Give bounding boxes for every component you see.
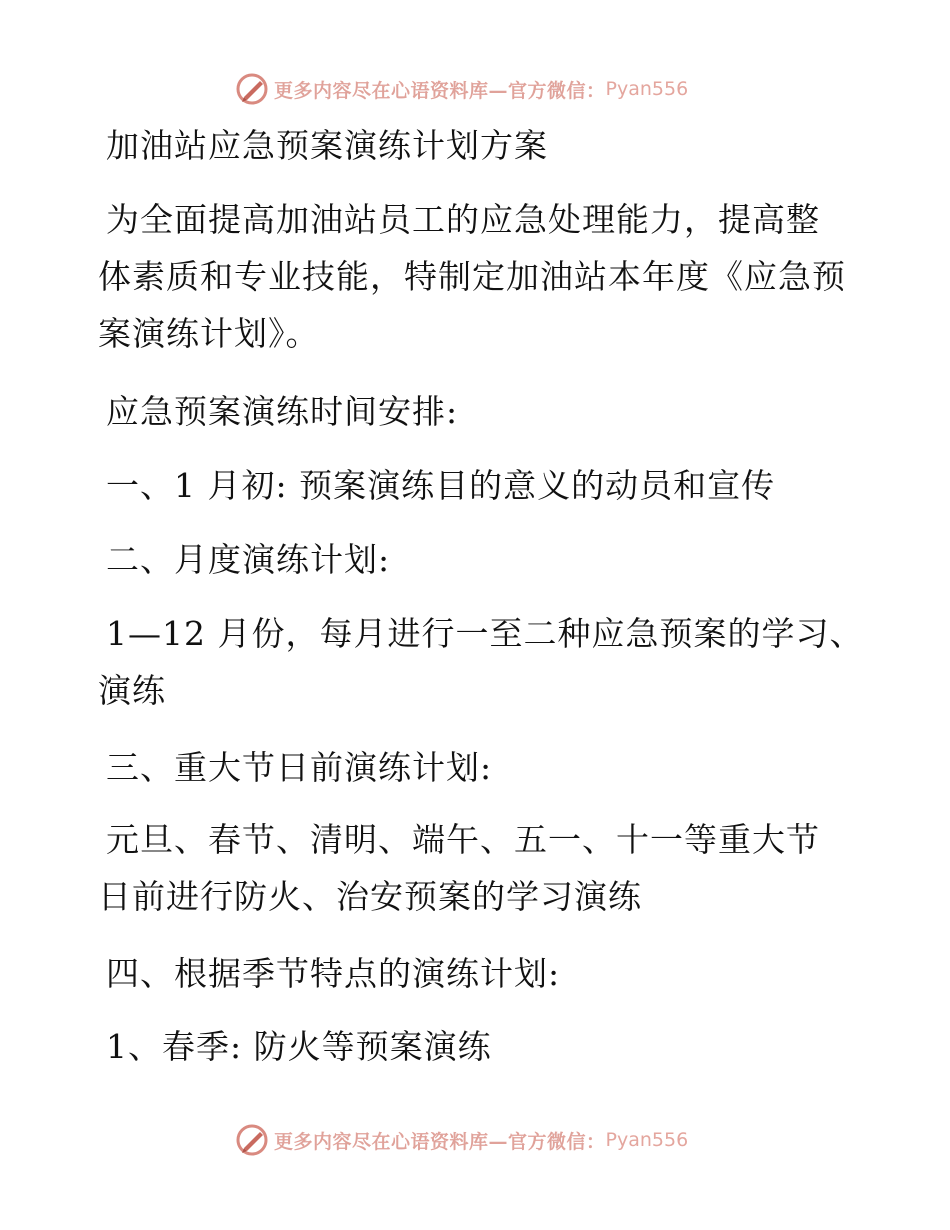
watermark-wechat-id: Pyan556	[605, 1129, 689, 1151]
item-2-heading: 二、月度演练计划:	[106, 540, 391, 579]
item-4-heading: 四、根据季节特点的演练计划:	[106, 954, 561, 993]
intro-line-2: 体素质和专业技能，特制定加油站本年度《应急预	[98, 257, 846, 296]
item-2-body-line-2: 演练	[98, 671, 166, 710]
pen-logo-icon	[234, 71, 270, 107]
item-3-body-line-2: 日前进行防火、治安预案的学习演练	[98, 877, 642, 916]
document-title: 加油站应急预案演练计划方案	[106, 126, 548, 165]
intro-line-3: 案演练计划》。	[98, 314, 320, 353]
watermark-header	[234, 71, 688, 107]
watermark-footer	[234, 1122, 688, 1158]
item-2-body-line-1: 1—12 月份，每月进行一至二种应急预案的学习、	[106, 614, 864, 653]
intro-line-1: 为全面提高加油站员工的应急处理能力，提高整	[106, 200, 820, 239]
item-1: 一、1 月初: 预案演练目的意义的动员和宣传	[106, 466, 776, 505]
item-3-heading: 三、重大节日前演练计划:	[106, 748, 493, 787]
watermark-text: 更多内容尽在心语资料库—官方微信：	[274, 1130, 606, 1153]
schedule-heading: 应急预案演练时间安排:	[106, 392, 459, 431]
item-3-body-line-1: 元旦、春节、清明、端午、五一、十一等重大节	[106, 820, 820, 859]
watermark-text: 更多内容尽在心语资料库—官方微信：	[274, 79, 606, 102]
pen-logo-icon	[234, 1122, 270, 1158]
item-4-sub-1: 1、春季: 防火等预案演练	[106, 1027, 492, 1066]
watermark-wechat-id: Pyan556	[605, 78, 689, 100]
